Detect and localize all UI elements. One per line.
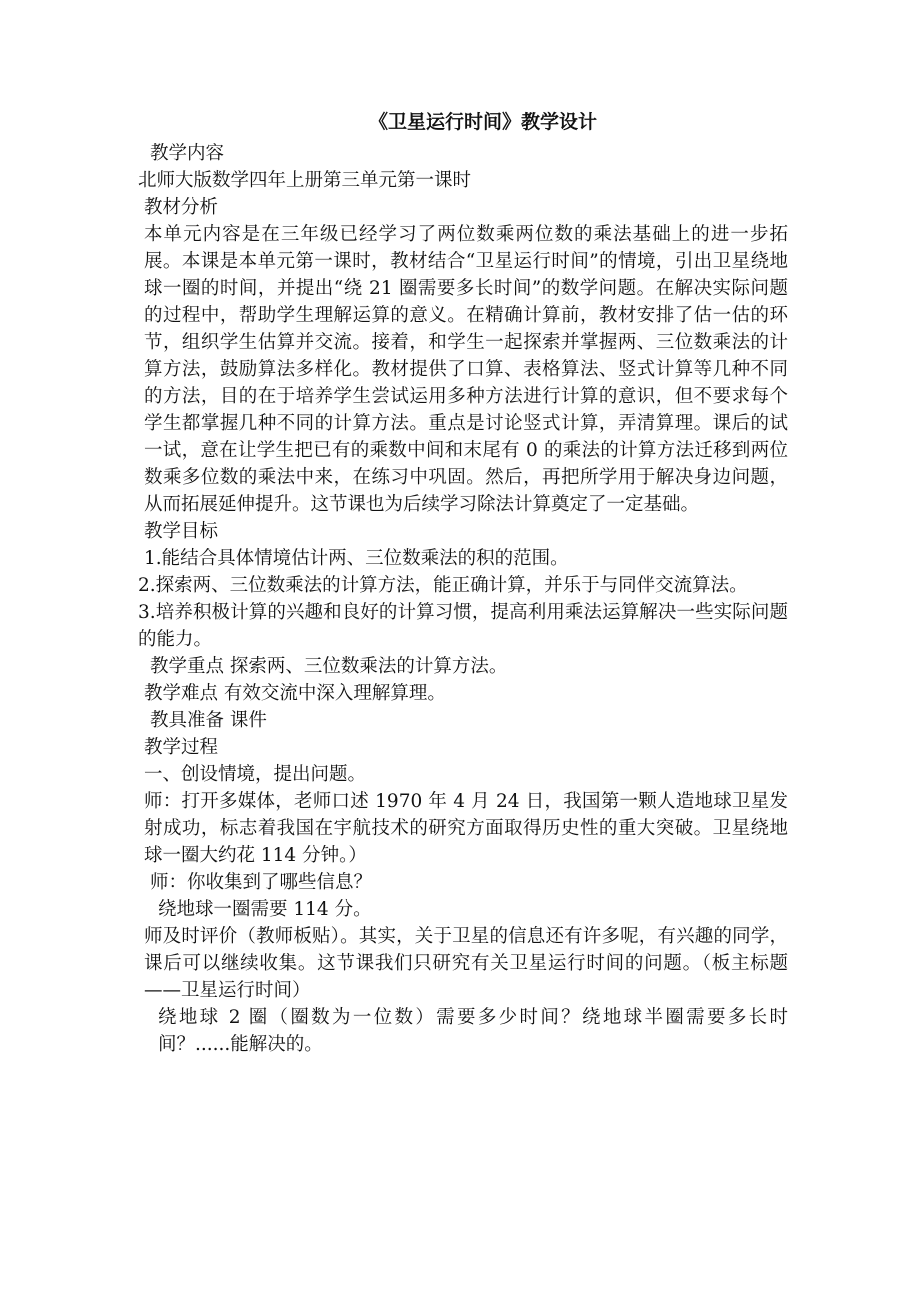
content-text: 北师大版数学四年上册第三单元第一课时	[138, 170, 472, 191]
teacher-line-1: 师：打开多媒体，老师口述 1970 年 4 月 24 日，我国第一颗人造地球卫星发射成功，标志着我国在宇航技术的研究方面取得历史性的重大突破。卫星绕地球一圈大约花 114 分钟。）	[144, 791, 788, 866]
difficulty: 教学难点 有效交流中深入理解算理。	[144, 683, 446, 704]
teacher-line-3: 师及时评价（教师板贴）。其实，关于卫星的信息还有许多呢，有兴趣的同学，课后可以继续收集。这节课我们只研究有关卫星运行时间的问题。（板主标题——卫星运行时间）	[144, 926, 788, 1001]
student-line-1: 绕地球一圈需要 114 分。	[158, 899, 372, 920]
step-1-heading: 一、创设情境，提出问题。	[144, 764, 367, 785]
document-page	[138, 108, 788, 1058]
teacher-line-2: 师：你收集到了哪些信息？	[150, 872, 373, 893]
question-line-1: 绕地球 2 圈（圈数为一位数）需要多少时间？绕地球半圈需要多长时间？......能解决的。	[158, 1007, 788, 1055]
materials: 教具准备 课件	[150, 710, 267, 731]
section-heading-content: 教学内容	[150, 143, 225, 164]
goal-item-2: 2.探索两、三位数乘法的计算方法，能正确计算，并乐于与同伴交流算法。	[138, 575, 748, 596]
section-heading-process: 教学过程	[144, 737, 219, 758]
analysis-paragraph: 本单元内容是在三年级已经学习了两位数乘两位数的乘法基础上的进一步拓展。本课是本单元第一课时，教材结合“卫星运行时间”的情境，引出卫星绕地球一圈的时间，并提出“绕 21 圈需要多长时间”的数学问题。在解决实际问题的过程中，帮助学生理解运算的意义。在精确计算前，教材安排了估一估的环节，组织学生估算并交流。接着，和学生一起探索并掌握两、三位数乘法的计算方法，鼓励算法多样化。教材提供了口算、表格算法、竖式计算等几种不同的方法，目的在于培养学生尝试运用多种方法进行计算的意识，但不要求每个学生都掌握几种不同的计算方法。重点是讨论竖式计算，弄清算理。课后的试一试，意在让学生把已有的乘数中间和末尾有 0 的乘法的计算方法迁移到两位数乘多位数的乘法中来，在练习中巩固。然后，再把所学用于解决身边问题，从而拓展延伸提升。这节课也为后续学习除法计算奠定了一定基础。	[144, 224, 788, 515]
section-heading-goals: 教学目标	[144, 521, 219, 542]
document-title: 《卫星运行时间》教学设计	[368, 111, 597, 133]
key-point: 教学重点 探索两、三位数乘法的计算方法。	[150, 656, 508, 677]
goal-item-3: 3.培养积极计算的兴趣和良好的计算习惯，提高利用乘法运算解决一些实际问题的能力。	[138, 602, 788, 650]
section-heading-analysis: 教材分析	[144, 197, 219, 218]
goal-item-1: 1.能结合具体情境估计两、三位数乘法的积的范围。	[144, 548, 569, 569]
